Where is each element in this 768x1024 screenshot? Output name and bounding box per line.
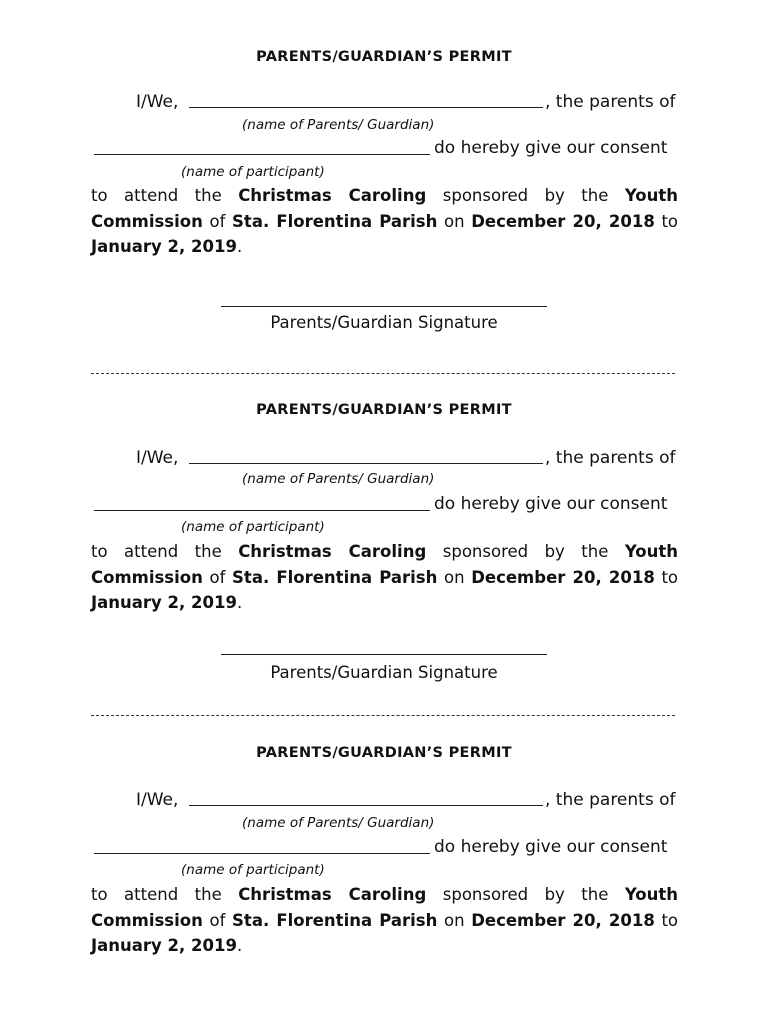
parish-name: Sta. Florentina Parish — [232, 567, 438, 587]
parents-of-text: , the parents of — [545, 92, 676, 112]
permit-title: PARENTS/GUARDIAN’S PERMIT — [256, 402, 512, 418]
permit-form-2 — [0, 402, 768, 732]
start-date: December 20, 2018 — [471, 910, 655, 930]
body-text: to attend the — [91, 542, 239, 561]
iwe-label: I/We, — [136, 790, 179, 810]
participant-name-blank[interactable] — [94, 154, 430, 155]
parent-name-blank[interactable] — [189, 463, 543, 464]
body-text: . — [236, 936, 243, 955]
body-text: on — [437, 211, 472, 231]
signature-line[interactable] — [221, 654, 547, 655]
body-text: on — [437, 910, 472, 930]
end-date: January 2, 2019 — [91, 936, 237, 955]
organization-name: Youth Commission — [91, 186, 679, 231]
signature-label: Parents/Guardian Signature — [270, 663, 498, 682]
parent-name-blank[interactable] — [189, 805, 543, 806]
body-text: to — [654, 211, 679, 231]
start-date: December 20, 2018 — [471, 567, 655, 587]
body-text: to — [654, 567, 679, 587]
cut-line-divider — [91, 715, 675, 716]
organization-name: Youth Commission — [91, 885, 679, 930]
parish-name: Sta. Florentina Parish — [232, 910, 438, 930]
permit-form-3 — [0, 745, 768, 1024]
iwe-label: I/We, — [136, 448, 179, 468]
participant-name-caption: (name of participant) — [181, 862, 325, 878]
permit-body — [91, 183, 678, 260]
parent-name-blank[interactable] — [189, 107, 543, 108]
consent-text: do hereby give our consent — [434, 494, 668, 514]
body-text: sponsored by the — [426, 542, 625, 561]
body-text: on — [437, 567, 472, 587]
participant-name-caption: (name of participant) — [181, 519, 325, 535]
event-name: Christmas Caroling — [238, 186, 427, 205]
cut-line-divider — [91, 373, 675, 374]
body-text: . — [236, 593, 243, 612]
parent-name-caption: (name of Parents/ Guardian) — [242, 117, 435, 133]
parent-name-caption: (name of Parents/ Guardian) — [242, 471, 435, 487]
permit-title: PARENTS/GUARDIAN’S PERMIT — [256, 745, 512, 761]
permit-title: PARENTS/GUARDIAN’S PERMIT — [256, 49, 512, 65]
permit-body — [91, 882, 678, 959]
parish-name: Sta. Florentina Parish — [232, 211, 438, 231]
body-text: sponsored by the — [426, 186, 625, 205]
body-text: sponsored by the — [426, 885, 625, 904]
iwe-label: I/We, — [136, 92, 179, 112]
organization-name: Youth Commission — [91, 542, 679, 587]
permit-body — [91, 539, 678, 616]
body-text: of — [202, 567, 233, 587]
consent-text: do hereby give our consent — [434, 138, 668, 158]
participant-name-blank[interactable] — [94, 853, 430, 854]
participant-name-caption: (name of participant) — [181, 164, 325, 180]
body-text: of — [202, 211, 233, 231]
body-text: to attend the — [91, 186, 239, 205]
signature-line[interactable] — [221, 306, 547, 307]
consent-text: do hereby give our consent — [434, 837, 668, 857]
event-name: Christmas Caroling — [238, 885, 427, 904]
body-text: to — [654, 910, 679, 930]
event-name: Christmas Caroling — [238, 542, 427, 561]
body-text: to attend the — [91, 885, 239, 904]
end-date: January 2, 2019 — [91, 593, 237, 612]
parents-of-text: , the parents of — [545, 448, 676, 468]
body-text: . — [236, 237, 243, 256]
end-date: January 2, 2019 — [91, 237, 237, 256]
participant-name-blank[interactable] — [94, 510, 430, 511]
permit-form-1 — [0, 49, 768, 379]
signature-label: Parents/Guardian Signature — [270, 313, 498, 332]
parent-name-caption: (name of Parents/ Guardian) — [242, 815, 435, 831]
body-text: of — [202, 910, 233, 930]
start-date: December 20, 2018 — [471, 211, 655, 231]
parents-of-text: , the parents of — [545, 790, 676, 810]
